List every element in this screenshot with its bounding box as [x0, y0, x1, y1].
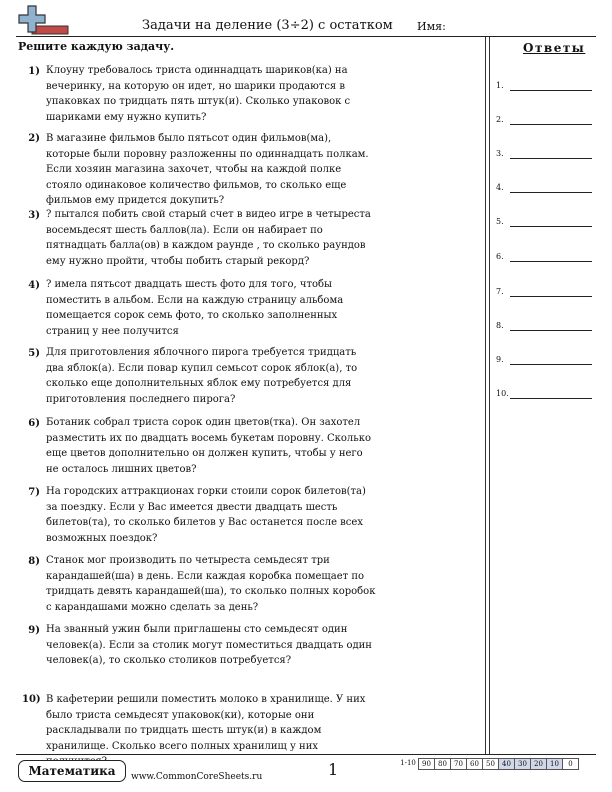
name-label: Имя: [417, 20, 446, 33]
question-number: 3) [28, 210, 40, 221]
question-number: 5) [28, 348, 40, 359]
answer-line[interactable] [510, 192, 592, 193]
answer-line[interactable] [510, 261, 592, 262]
question-number: 9) [28, 625, 40, 636]
question-number: 8) [28, 556, 40, 567]
question-text: ? пытался побить свой старый счет в видео игре в четыреста восемьдесят шесть баллов(ла). Если он набирает по пятнадцать балла(ов) в каждом раунде , то сколько раундов ему нужно пройти, чтобы побить старый рекорд? [46, 209, 371, 267]
question-number: 6) [28, 418, 40, 429]
question-number: 10) [22, 694, 41, 705]
question-text: Для приготовления яблочного пирога требуется тридцать два яблок(а). Если повар купил семьсот сорок яблок(а), то сколько еще дополнительных яблок ему потребуется для приготовления последнего пирога? [46, 347, 358, 405]
answer-number: 1. [496, 81, 504, 90]
question-text: Ботаник собрал триста сорок один цветов(тка). Он захотел разместить их по двадцать восемь букетам поровну. Сколько еще цветов дополнительно он должен купить, чтобы у него не осталось лишних цветов? [46, 417, 371, 475]
answer-line[interactable] [510, 296, 592, 297]
question-text: Клоуну требовалось триста одиннадцать шариков(ка) на вечеринку, на которую он идет, но шарики продаются в упаковках по тридцать пять штук(и). Сколько упаковок с шариками ему нужно купить? [46, 65, 351, 123]
question-number: 4) [28, 280, 40, 291]
answer-number: 4. [496, 183, 504, 192]
answer-line[interactable] [510, 124, 592, 125]
answer-number: 8. [496, 321, 504, 330]
score-cell: 20 [530, 758, 547, 770]
column-divider [489, 37, 490, 754]
worksheet-title: Задачи на деление (3÷2) с остатком [142, 18, 393, 33]
page-number: 1 [328, 760, 339, 779]
answer-number: 6. [496, 252, 504, 261]
question-number: 7) [28, 487, 40, 498]
website-link[interactable]: www.CommonCoreSheets.ru [131, 772, 263, 782]
score-cell: 30 [514, 758, 531, 770]
answer-number: 10. [496, 389, 509, 398]
score-cell: 0 [562, 758, 579, 770]
score-cell: 70 [450, 758, 467, 770]
answer-line[interactable] [510, 90, 592, 91]
score-label: 1-10 [400, 759, 416, 767]
instructions: Решите каждую задачу. [18, 40, 175, 53]
answer-line[interactable] [510, 226, 592, 227]
answer-line[interactable] [510, 398, 592, 399]
score-cell: 60 [466, 758, 483, 770]
score-cell: 80 [434, 758, 451, 770]
header-divider [16, 36, 596, 37]
answer-number: 9. [496, 355, 504, 364]
answer-number: 3. [496, 149, 504, 158]
score-cell: 50 [482, 758, 499, 770]
brand-badge: Математика [18, 760, 126, 782]
question-text: В магазине фильмов было пятьсот один фильмов(ма), которые были поровну разложенны по одиннадцать полкам. Если хозяин магазина захочет, чтобы на каждой полке стояло одинаковое количество фильмов, то сколько еще фильмов ему придется докупить? [46, 133, 369, 206]
answer-number: 2. [496, 115, 504, 124]
answer-number: 7. [496, 287, 504, 296]
question-text: Станок мог производить по четыреста семьдесят три карандашей(ша) в день. Если каждая коробка помещает по тридцать девять карандашей(ша), то сколько полных коробок с карандашами можно сделать за день? [46, 555, 376, 613]
score-cell: 90 [418, 758, 435, 770]
answer-line[interactable] [510, 158, 592, 159]
question-text: ? имела пятьсот двадцать шесть фото для того, чтобы поместить в альбом. Если на каждую страницу альбома помещается сорок семь фото, то сколько заполненных страниц у нее получится [46, 279, 344, 337]
question-number: 2) [28, 133, 40, 144]
score-cell: 40 [498, 758, 515, 770]
answers-title: Ответы [523, 41, 586, 55]
answer-line[interactable] [510, 364, 592, 365]
column-divider [485, 37, 486, 754]
question-text: В кафетерии решили поместить молоко в хранилище. У них было триста семьдесят упаковок(ки), которые они раскладывали по тридцать шесть штук(и) в каждом хранилище. Сколько всего полных хранилищ у них [46, 694, 366, 752]
question-number: 1) [28, 66, 40, 77]
score-table [398, 758, 579, 770]
logo-icon [18, 4, 70, 38]
question-text: На званный ужин были приглашены сто семьдесят один человек(а). Если за столик могут поместиться двадцать один человек(а), то сколько столиков потребуется? [46, 624, 372, 666]
question-text: На городских аттракционах горки стоили сорок билетов(та) за поездку. Если у Вас имеется двести двадцать шесть билетов(та), то сколько билетов у Вас останется после всех возможных поездок? [46, 486, 366, 544]
score-cell: 10 [546, 758, 563, 770]
answer-line[interactable] [510, 330, 592, 331]
answer-number: 5. [496, 217, 504, 226]
footer-divider [16, 754, 596, 755]
